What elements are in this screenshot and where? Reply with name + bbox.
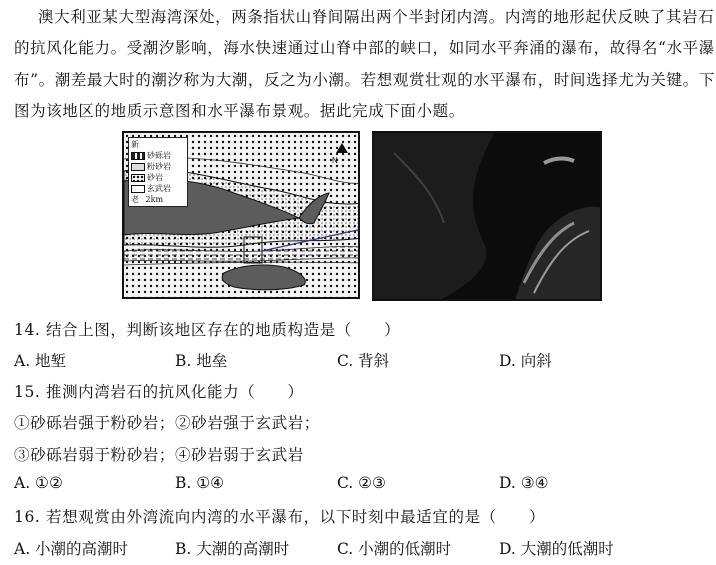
- intro-line-1: 澳大利亚某大型海湾深处，两条指状山脊间隔出两个半封闭内湾。内湾的地形起伏反映了其岩石: [38, 8, 715, 26]
- q14-option-a[interactable]: A. 地堑: [14, 352, 67, 370]
- conglomerate-swatch-icon: [131, 152, 145, 160]
- q15-statements-1: ①砂砾岩强于粉砂岩；②砂岩强于玄武岩；: [14, 414, 320, 432]
- siltstone-swatch-icon: [131, 163, 145, 171]
- q16-option-b[interactable]: B. 大潮的高潮时: [175, 540, 290, 558]
- horizontal-waterfall-photo: [372, 131, 602, 301]
- legend-old-label: 老: [131, 195, 139, 204]
- intro-line-4: 图为该地区的地质示意图和水平瀑布景观。据此完成下面小题。: [14, 102, 465, 120]
- q15-statements-2: ③砂砾岩弱于粉砂岩；④砂岩弱于玄武岩: [14, 446, 304, 464]
- scale-bar: 2km: [145, 195, 164, 204]
- waterfall-photo-drawing: [374, 133, 602, 301]
- question-15-stem: 15. 推测内湾岩石的抗风化能力（ ）: [14, 383, 304, 401]
- q15-option-b[interactable]: B. ①④: [175, 474, 225, 492]
- q15-option-d[interactable]: D. ③④: [499, 474, 549, 492]
- q15-option-a[interactable]: A. ①②: [14, 474, 63, 492]
- legend-item: 砂岩: [131, 172, 185, 183]
- question-16-stem: 16. 若想观赏由外湾流向内湾的水平瀑布，以下时刻中最适宜的是（ ）: [14, 508, 546, 526]
- question-14-stem: 14. 结合上图，判断该地区存在的地质构造是（ ）: [14, 321, 401, 339]
- q16-option-c[interactable]: C. 小潮的低潮时: [337, 540, 452, 558]
- figure: [122, 131, 602, 301]
- north-arrow-label: N: [332, 156, 338, 165]
- intro-line-2: 的抗风化能力。受潮汐影响，海水快速通过山脊中部的峡口，如同水平奔涌的瀑布，故得名“水平瀑: [14, 39, 715, 57]
- map-legend: [128, 137, 188, 207]
- q16-option-d[interactable]: D. 大潮的低潮时: [499, 540, 614, 558]
- legend-new-label: 新: [131, 140, 139, 149]
- q16-option-a[interactable]: A. 小潮的高潮时: [14, 540, 129, 558]
- q14-option-c[interactable]: C. 背斜: [337, 352, 390, 370]
- q14-option-d[interactable]: D. 向斜: [499, 352, 552, 370]
- legend-item: 砂砾岩: [131, 150, 185, 161]
- legend-item: 粉砂岩: [131, 161, 185, 172]
- sandstone-swatch-icon: [131, 174, 145, 182]
- intro-line-3: 布”。潮差最大时的潮汐称为大潮，反之为小潮。若想观赏壮观的水平瀑布，时间选择尤为关键。下: [14, 71, 715, 89]
- q15-option-c[interactable]: C. ②③: [337, 474, 386, 492]
- q14-option-b[interactable]: B. 地垒: [175, 352, 228, 370]
- basalt-swatch-icon: [131, 185, 145, 193]
- geologic-map: [122, 131, 360, 299]
- legend-item: 玄武岩: [131, 183, 185, 194]
